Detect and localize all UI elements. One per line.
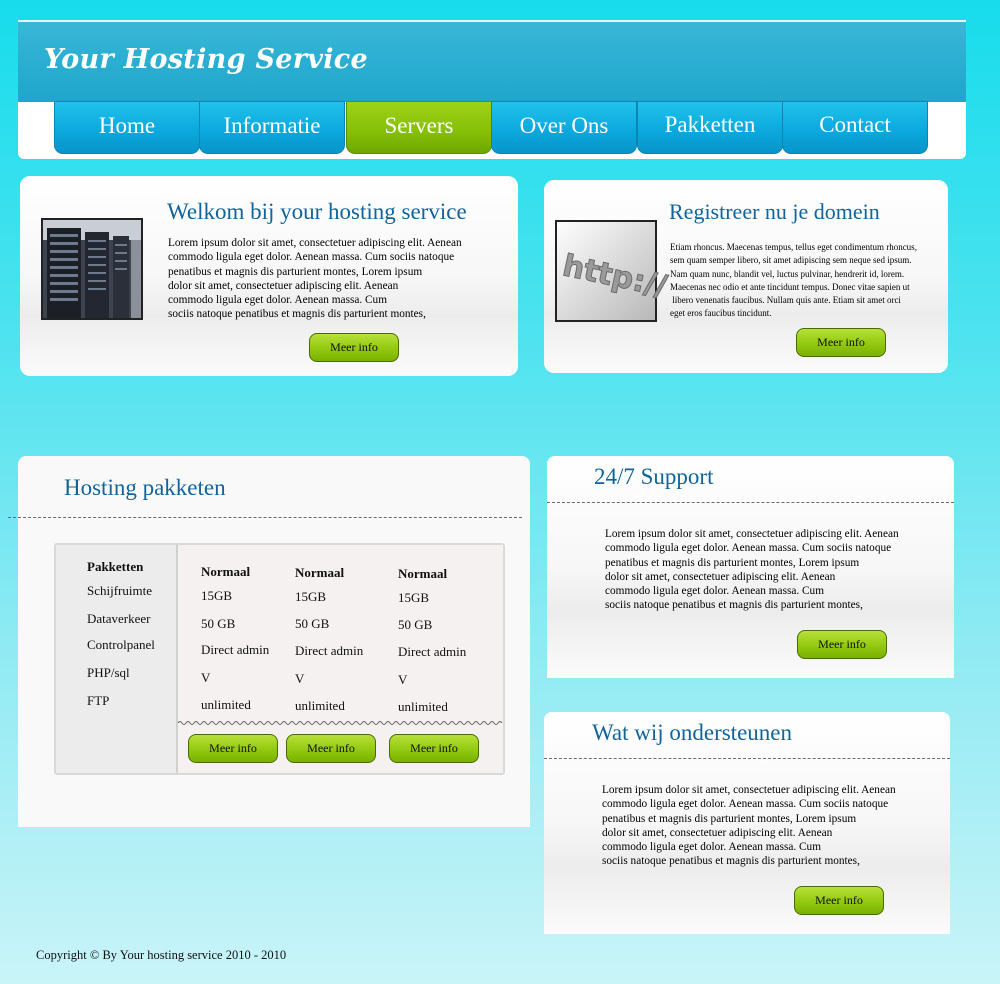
table-cell: 15GB [398, 590, 430, 605]
supported-text: Lorem ipsum dolor sit amet, consectetuer adipiscing elit. Aenean commodo ligula eget dolor. Aenean massa. Cum sociis natoque penatibus et magnis dis parturient montes, Lorem ipsum dolor sit amet, consectetuer adipiscing elit. Aenean commodo ligula eget dolor. Aenean massa. Cum sociis natoque penatibus et magnis dis parturient montes, [602, 784, 896, 868]
welcome-more-info-button[interactable]: Meer info [309, 333, 399, 362]
support-text: Lorem ipsum dolor sit amet, consectetuer adipiscing elit. Aenean commodo ligula eget dolor. Aenean massa. Cum sociis natoque penatibus et magnis dis parturient montes, Lorem ipsum dolor sit amet, consectetuer adipiscing elit. Aenean commodo ligula eget dolor. Aenean massa. Cum sociis natoque penatibus et magnis dis parturient montes, [605, 528, 899, 612]
nav-over-ons[interactable]: Over Ons [491, 101, 637, 154]
support-more-info-button[interactable]: Meer info [797, 630, 887, 659]
table-cell: V [201, 670, 211, 685]
table-cell: V [295, 671, 305, 686]
copyright: Copyright © By Your hosting service 2010 - 2010 [36, 948, 287, 962]
table-cell: 50 GB [295, 616, 330, 631]
welcome-text: Lorem ipsum dolor sit amet, consectetuer adipiscing elit. Aenean commodo ligula eget dolor. Aenean massa. Cum sociis natoque penatibus et magnis dis parturient montes, Lorem ipsum dolor sit amet, consectetuer adipiscing elit. Aenean commodo ligula eget dolor. Aenean massa. Cum sociis natoque penatibus et magnis dis parturient montes, [168, 237, 462, 321]
package-1-more-info-button[interactable]: Meer info [188, 734, 278, 763]
nav-contact[interactable]: Contact [782, 101, 928, 154]
server-rack-image [41, 218, 143, 320]
table-cell: 50 GB [398, 617, 433, 632]
label-php-sql: PHP/sql [87, 665, 130, 680]
nav-home[interactable]: Home [54, 101, 200, 154]
package-3-more-info-button[interactable]: Meer info [389, 734, 479, 763]
table-cell: 15GB [201, 588, 233, 603]
label-ftp: FTP [87, 693, 110, 708]
packages-header: Pakketten [87, 559, 144, 574]
http-image [555, 220, 670, 322]
table-cell: unlimited [398, 699, 448, 714]
hosting-title: Hosting pakketen [64, 475, 226, 500]
welcome-title: Welkom bij your hosting service [167, 199, 467, 224]
register-more-info-button[interactable]: Meer info [796, 328, 886, 357]
col-2-header: Normaal [295, 565, 345, 580]
packages-wavy-divider [178, 719, 503, 727]
supported-more-info-button[interactable]: Meer info [794, 886, 884, 915]
table-cell: 50 GB [201, 616, 236, 631]
nav-pakketten[interactable]: Pakketten [637, 101, 783, 154]
nav-informatie[interactable]: Informatie [199, 101, 345, 154]
support-title: 24/7 Support [594, 464, 714, 489]
svg-text:http://: http:// [559, 248, 670, 305]
hosting-divider [8, 517, 522, 518]
support-divider [547, 502, 954, 503]
table-cell: unlimited [295, 698, 345, 713]
table-cell: Direct admin [398, 644, 467, 659]
col-3-header: Normaal [398, 566, 448, 581]
package-2-more-info-button[interactable]: Meer info [286, 734, 376, 763]
table-cell: Direct admin [295, 643, 364, 658]
supported-title: Wat wij ondersteunen [592, 720, 792, 745]
register-text: Etiam rhoncus. Maecenas tempus, tellus eget condimentum rhoncus, sem quam semper libero, sit amet adipiscing sem neque sed ipsum. Nam quam nunc, blandit vel, luctus pulvinar, hendrerit id, lorem. Maecenas nec odio et ante tincidunt tempus. Donec vitae sapien ut libero venenatis faucibus. Nullam quis ante. Etiam sit amet orci eget eros faucibus tincidunt. [670, 242, 917, 319]
nav-servers[interactable]: Servers [346, 101, 492, 154]
label-schijfruimte: Schijfruimte [87, 583, 152, 598]
register-title: Registreer nu je domein [669, 199, 880, 224]
table-cell: V [398, 672, 408, 687]
site-title[interactable]: Your Hosting Service [44, 44, 369, 75]
table-cell: 15GB [295, 589, 327, 604]
table-cell: Direct admin [201, 642, 270, 657]
label-controlpanel: Controlpanel [87, 637, 155, 652]
col-1-header: Normaal [201, 564, 251, 579]
label-dataverkeer: Dataverkeer [87, 611, 151, 626]
supported-divider [544, 758, 950, 759]
table-cell: unlimited [201, 697, 251, 712]
